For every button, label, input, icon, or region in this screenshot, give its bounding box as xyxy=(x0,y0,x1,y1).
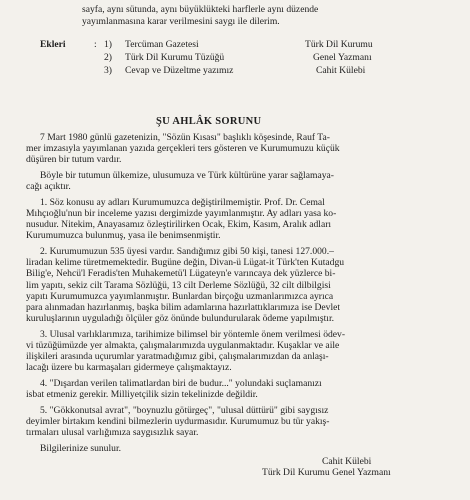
text-line: 2. Kurumumuzun 535 üyesi vardır. Sandığımız gibi 50 kişi, tanesi 127.000.– xyxy=(40,246,334,257)
text-line: tırmaları ulusal varlığımıza saygısızlık sayar. xyxy=(26,427,199,439)
attachment-name: Türk Dil Kurumu Tüzüğü xyxy=(125,52,225,63)
text-line: Bilig'e, Nehcü'l Feradis'ten Muhakemetü'l Lügateyn'e varıncaya dek yüzlerce bi- xyxy=(26,268,336,280)
signature-role: Türk Dil Kurumu Genel Yazmanı xyxy=(262,467,391,479)
text-line: 4. "Dışardan verilen talimatlardan biri de budur..." yolundaki suçlamanızı xyxy=(40,378,322,389)
intro-line: yayımlanmasına karar verilmesini saygı ile dilerim. xyxy=(82,16,280,28)
text-line: vi tüzüğümüzde yer almakta, çalışmalarımızda uygulanmaktadır. Kuşaklar ve aile xyxy=(26,340,340,351)
paragraph-item-5 xyxy=(26,405,450,439)
text-line: Mıhçıoğlu'nun bir inceleme yazısı dergimizde yayımlanmıştır. Ay adları yasa ko- xyxy=(26,208,337,219)
text-line: 5. "Gökkonutsal avrat", "boynuzlu götürgeç", "ulusal düttürü" gibi saygısız xyxy=(40,404,329,416)
attachment-name: Tercüman Gazetesi xyxy=(125,39,199,50)
text-line: deyimler birtakım kendini bilmezlerin uydurmasıdır. Kurumumuz bu tür yakış- xyxy=(26,416,330,427)
attachment-from: Cahit Külebi xyxy=(316,65,366,76)
signature-name: Cahit Külebi xyxy=(322,456,372,467)
text-line: lacağı üzere bu karmaşaları gidermeye çalışmaktayız. xyxy=(26,362,232,374)
text-line: isbat etmeniz gerekir. Milliyetçilik sizin tekelinizde değildir. xyxy=(26,389,258,401)
paragraph-item-2 xyxy=(26,246,450,324)
attachment-from: Türk Dil Kurumu xyxy=(305,39,373,50)
paragraph-item-1 xyxy=(26,197,450,242)
paragraph-1 xyxy=(26,132,450,166)
attachments-list xyxy=(0,0,470,100)
letter-title: ŞU AHLÂK SORUNU xyxy=(156,116,262,127)
text-line: 7 Mart 1980 günlü gazetenizin, "Sözün Kısası" başlıklı köşesinde, Rauf Ta- xyxy=(40,132,330,143)
text-line: nusudur. Nitekim, Anayasamız özleştirilirken Ocak, Ekim, Kasım, Aralık adları xyxy=(26,219,332,231)
text-line: 1. Söz konusu ay adları Kurumumuzca değiştirilmemiştir. Prof. Dr. Cemal xyxy=(40,196,325,208)
attachments-label: Ekleri xyxy=(40,39,66,50)
attachment-number: 3) xyxy=(104,65,112,76)
attachment-from: Genel Yazmanı xyxy=(313,52,372,63)
text-line: liradan kelime türetmemektedir. Bugüne değin, Divan-ü Lügat-it Türk'ten Kutadgu xyxy=(26,257,345,269)
intro-line: sayfa, aynı sütunda, aynı büyüklükteki harflerle aynı düzende xyxy=(82,4,319,15)
attachment-name: Cevap ve Düzeltme yazımız xyxy=(125,65,234,76)
attachment-number: 1) xyxy=(104,39,112,50)
text-line: Böyle bir tutumun ülkemize, ulusumuza ve Türk kültürüne yarar sağlamaya- xyxy=(40,170,334,181)
text-line: Bilgilerinize sunulur. xyxy=(40,442,122,454)
text-line: yapıtı Kurumumuzca yayımlanmıştır. Bunlardan birçoğu uzmanlarımızca ayrıca xyxy=(26,290,334,302)
text-line: düşüren bir tutum vardır. xyxy=(26,154,122,166)
paragraph-item-4 xyxy=(26,378,450,400)
attachments-colon: : xyxy=(94,39,97,50)
paragraph-2 xyxy=(26,170,450,192)
paragraph-item-3 xyxy=(26,329,450,374)
text-line: ilişkileri arasında uçurumlar yaratmadığımız gibi, çalışmalarımızdan da anlaşı- xyxy=(26,351,329,363)
text-line: kuruluşlarının uyguladığı ölçüler göz önünde bulundurularak ödeme yapılmıştır. xyxy=(26,313,335,325)
text-line: para alınmadan hazırlanmış, başka bilim adamlarına hazırlattıklarımıza ise Devlet xyxy=(26,302,341,314)
text-line: mer imzasıyla yayımlanan yazıda gerçekleri ters gösteren ve Kurumumuzu küçük xyxy=(26,143,340,155)
text-line: cağı açıktır. xyxy=(26,181,71,193)
text-line: lim yapıtı, sekiz cilt Tarama Sözlüğü, 13 cilt Derleme Sözlüğü, 32 cilt dilbilgisi xyxy=(26,279,331,291)
text-line: Kurumumuzca bulunmuş, yasa ile benimsenmiştir. xyxy=(26,230,221,242)
closing-line xyxy=(26,443,450,454)
text-line: 3. Ulusal varlıklarımıza, tarihimize bilimsel bir yöntemle önem verilmesi ödev- xyxy=(40,328,346,340)
attachment-number: 2) xyxy=(104,52,112,63)
